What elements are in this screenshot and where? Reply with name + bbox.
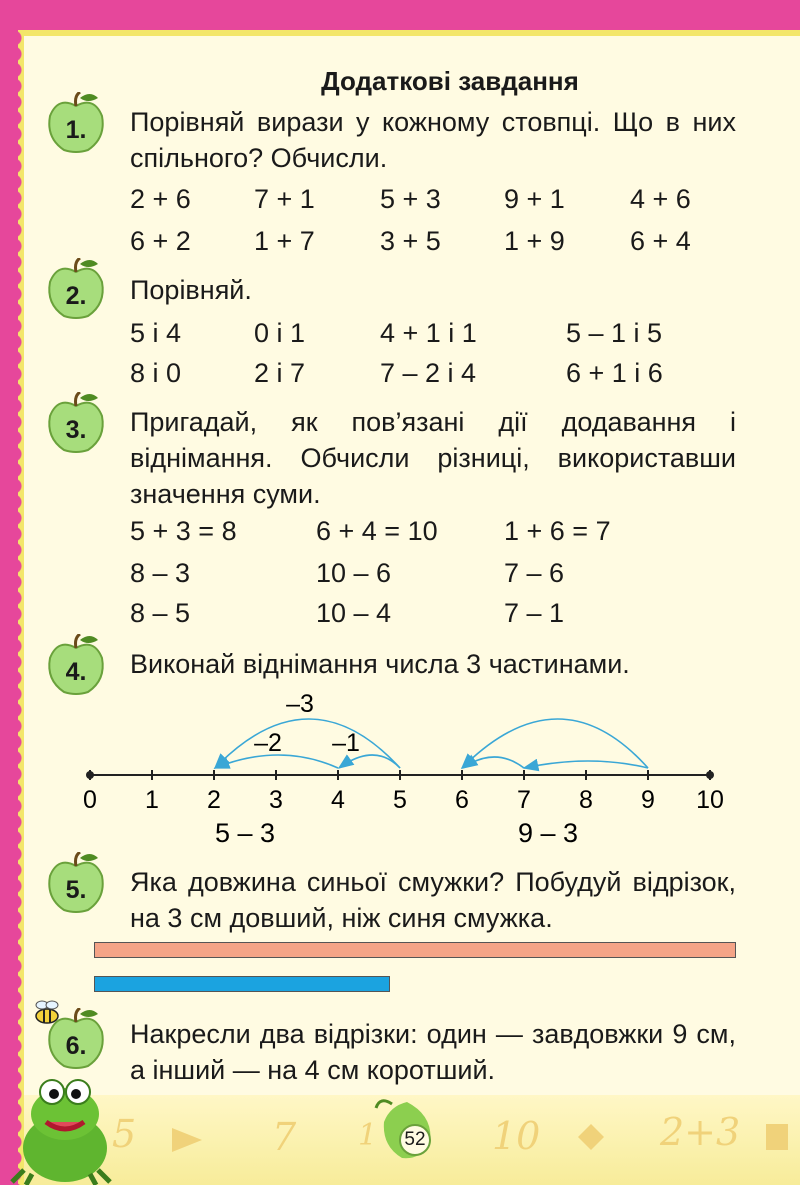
difference: 8 – 5 [130, 598, 191, 628]
blue-strip [94, 976, 390, 992]
comparison: 2 і 7 [254, 358, 306, 388]
tick-label: 1 [145, 786, 159, 814]
decor-number: 1 [358, 1118, 378, 1153]
expression: 6 + 2 [130, 226, 191, 256]
expression: 1 + 9 [504, 226, 565, 256]
expression: 3 + 5 [380, 226, 441, 256]
task-number: 4. [65, 658, 87, 686]
decor-number: 10 [492, 1114, 541, 1158]
arc-label: –3 [286, 690, 314, 718]
tick-label: 0 [83, 786, 97, 814]
tick-label: 2 [207, 786, 221, 814]
expression: 9 + 1 [504, 184, 565, 214]
expression: 5 + 3 [380, 184, 441, 214]
arc-label: –2 [254, 729, 282, 757]
tick-label: 8 [579, 786, 593, 814]
expression: 2 + 6 [130, 184, 191, 214]
decor-triangle-icon [168, 1124, 208, 1154]
tick-label: 10 [696, 786, 724, 814]
orange-strip [94, 942, 736, 958]
task-2-text: Порівняй. [130, 275, 252, 305]
difference: 10 – 6 [316, 558, 392, 588]
difference: 10 – 4 [316, 598, 392, 628]
task-6-apple-badge [44, 1008, 108, 1072]
task-6-text: Накресли два відрізки: один — завдовжки 9 см, а інший — на 4 см коротший. [130, 1019, 736, 1085]
tick-label: 6 [455, 786, 469, 814]
tick-label: 7 [517, 786, 531, 814]
comparison: 4 + 1 і 1 [380, 318, 477, 348]
decor-number: 5 [112, 1112, 137, 1156]
task-1-apple-badge [44, 92, 108, 156]
equation: 6 + 4 = 10 [316, 516, 438, 546]
arc-label: –1 [332, 729, 360, 757]
example-label: 9 – 3 [517, 818, 579, 848]
task-5-text: Яка довжина синьої смужки? Побудуй відрізок, на 3 см довший, ніж синя смужка. [130, 867, 736, 933]
task-number: 2. [65, 282, 87, 310]
scallop-border-left [14, 30, 28, 1185]
expression: 6 + 4 [630, 226, 691, 256]
tick-label: 5 [393, 786, 407, 814]
task-2-apple-badge [44, 258, 108, 322]
task-number: 3. [65, 416, 87, 444]
task-number: 6. [65, 1032, 87, 1060]
scallop-border-top [18, 22, 800, 38]
expression: 7 + 1 [254, 184, 315, 214]
page-number: 52 [399, 1124, 431, 1156]
expression: 1 + 7 [254, 226, 315, 256]
decor-number: 7 [272, 1115, 297, 1159]
arc-minus-3 [215, 719, 400, 768]
task-number: 5. [65, 876, 87, 904]
decor-diamond-icon [576, 1122, 606, 1152]
task-number: 1. [65, 116, 87, 144]
arc-9-3-total [462, 719, 648, 768]
frog-icon [10, 1070, 120, 1185]
task-3-text: Пригадай, як пов’язані дії додавання і віднімання. Обчисли різниці, використавши значення суми. [130, 407, 736, 509]
comparison: 7 – 2 і 4 [380, 358, 477, 388]
difference: 7 – 6 [504, 558, 565, 588]
task-5-apple-badge [44, 852, 108, 916]
tick-label: 3 [269, 786, 283, 814]
task-4-text: Виконай віднімання числа 3 частинами. [130, 649, 630, 679]
equation: 1 + 6 = 7 [504, 516, 611, 546]
decor-number: 2+3 [660, 1110, 741, 1154]
difference: 8 – 3 [130, 558, 191, 588]
number-line [0, 680, 800, 870]
tick-label: 4 [331, 786, 345, 814]
comparison: 6 + 1 і 6 [566, 358, 663, 388]
difference: 7 – 1 [504, 598, 565, 628]
decor-square-icon [760, 1118, 794, 1158]
task-3-apple-badge [44, 392, 108, 456]
arc-9-3-part1 [524, 761, 648, 768]
comparison: 5 – 1 і 5 [566, 318, 663, 348]
expression: 4 + 6 [630, 184, 691, 214]
equation: 5 + 3 = 8 [130, 516, 237, 546]
comparison: 5 і 4 [130, 318, 182, 348]
comparison: 0 і 1 [254, 318, 306, 348]
page-title: Додаткові завдання [321, 66, 579, 96]
comparison: 8 і 0 [130, 358, 182, 388]
tick-label: 9 [641, 786, 655, 814]
example-label: 5 – 3 [214, 818, 276, 848]
task-1-text: Порівняй вирази у кожному стовпці. Що в них спільного? Обчисли. [130, 107, 736, 173]
